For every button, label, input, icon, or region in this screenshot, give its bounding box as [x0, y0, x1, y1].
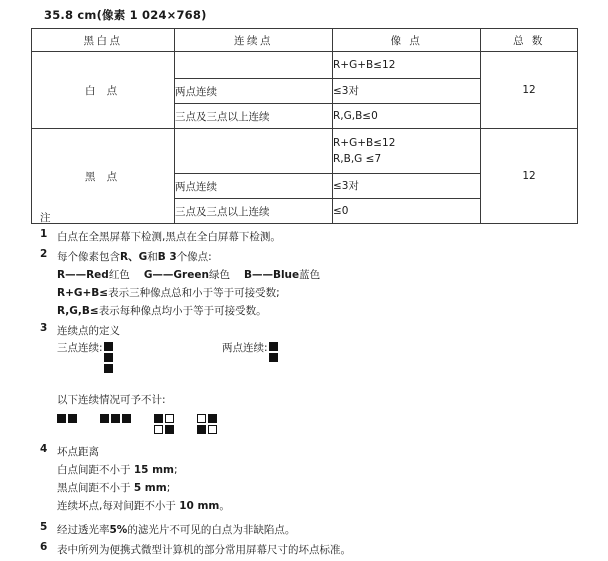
gloss-name-b: 蓝色 — [299, 269, 321, 282]
note-number: 1 — [40, 228, 48, 240]
note-text-mid: 和 — [147, 251, 158, 264]
note-text-pre: 每个像素包含 — [57, 251, 120, 264]
ignore-caption: 以下连续情况可予不计: — [57, 394, 166, 407]
note-number: 5 — [40, 520, 48, 533]
pixel-limit-number: ≤3 — [333, 179, 349, 192]
open-square-icon — [197, 414, 206, 423]
note-item-6 — [31, 541, 576, 559]
pixel-limit-line-2: R,B,G ≤7 — [333, 153, 382, 165]
note-number: 6 — [40, 540, 48, 553]
note-text-post: 个像点: — [176, 251, 212, 264]
table-header-row — [32, 29, 578, 52]
three-dot-label: 三点连续: — [57, 342, 103, 355]
open-square-icon — [154, 425, 163, 434]
filled-square-icon — [269, 342, 278, 351]
gloss-code-b: B——Blue — [243, 269, 300, 282]
pattern-three-horizontal-filled — [100, 414, 131, 423]
ignorable-pattern-diagrams — [57, 414, 576, 434]
rgb-sum-code: R+G+B≤ — [57, 287, 109, 300]
three-dot-column — [104, 342, 113, 373]
filled-square-icon — [208, 414, 217, 423]
filled-square-icon — [104, 364, 113, 373]
rgb-code-inline-b: B 3 — [157, 251, 177, 264]
note-subline-black-spacing — [57, 479, 576, 497]
filled-square-icon — [104, 353, 113, 362]
subline-value: 15 mm — [133, 464, 174, 477]
pixel-limit-value — [333, 129, 481, 174]
note-text: 连续点的定义 — [57, 325, 120, 338]
note-item-1 — [31, 228, 576, 246]
note-body — [57, 248, 576, 320]
note-body — [57, 443, 576, 515]
pattern-two-horizontal-filled — [57, 414, 77, 423]
rgb-code-inline: R、G — [120, 251, 148, 264]
continuous-dot-definition-diagrams — [57, 342, 576, 373]
gloss-name-g: 绿色 — [208, 269, 230, 282]
two-dot-label: 两点连续: — [222, 342, 268, 355]
notes-heading: 注 — [40, 212, 51, 224]
open-square-icon — [165, 414, 174, 423]
column-header-pixel-dot: 像 点 — [333, 29, 481, 52]
pattern-diagonal-filled — [154, 414, 174, 434]
two-dot-diagram-group — [222, 342, 278, 362]
gloss-name-r: 红色 — [108, 269, 130, 282]
pixel-limit-value — [333, 174, 481, 199]
note-item-3 — [31, 322, 576, 434]
subline-pre: 连续坏点,每对间距不小于 — [57, 500, 180, 513]
note-text: 坏点距离 — [57, 446, 99, 459]
note-number: 3 — [40, 322, 48, 335]
filled-square-icon — [154, 414, 163, 423]
subline-value: 5 mm — [133, 482, 167, 495]
pixel-limit-value: R,G,B≤0 — [333, 104, 481, 129]
three-dot-diagram-group — [57, 342, 222, 373]
note-body — [57, 322, 576, 434]
table-row — [32, 129, 578, 174]
column-header-continuous-dot: 连续点 — [175, 29, 333, 52]
total-black-dot: 12 — [481, 129, 578, 224]
filled-square-icon — [197, 425, 206, 434]
note-text — [57, 521, 576, 539]
rgb-sum-definition — [57, 284, 576, 302]
note-item-2 — [31, 248, 576, 320]
filled-square-icon — [68, 414, 77, 423]
continuous-type-three-plus-dot: 三点及三点以上连续 — [175, 104, 333, 129]
gloss-code-r: R——Red — [57, 269, 109, 282]
subline-post: 。 — [219, 500, 230, 513]
filled-square-icon — [100, 414, 109, 423]
transmittance-value: 5% — [109, 523, 128, 536]
note-number: 4 — [40, 443, 48, 456]
subline-pre: 黑点间距不小于 — [57, 482, 134, 495]
rgb-each-text: 表示每种像点均小于等于可接受数。 — [98, 305, 267, 318]
category-black-dot: 黑 点 — [32, 129, 175, 224]
column-header-total: 总 数 — [481, 29, 578, 52]
filled-square-icon — [104, 342, 113, 351]
subline-pre: 白点间距不小于 — [57, 464, 134, 477]
subline-value: 10 mm — [179, 500, 220, 513]
rgb-gloss-line — [57, 266, 576, 284]
filled-square-icon — [122, 414, 131, 423]
note-text-pre: 经过透光率 — [57, 523, 110, 536]
total-white-dot: 12 — [481, 52, 578, 129]
note-body — [57, 228, 576, 246]
rgb-each-definition — [57, 302, 576, 320]
note-item-4 — [31, 443, 576, 515]
filled-square-icon — [165, 425, 174, 434]
table-row — [32, 52, 578, 79]
column-header-bw-dot: 黑白点 — [32, 29, 175, 52]
two-dot-column — [269, 342, 278, 362]
pixel-limit-unit: 对 — [348, 84, 359, 97]
rgb-sum-text: 表示三种像点总和小于等于可接受数; — [108, 287, 280, 300]
pixel-limit-unit: 对 — [348, 179, 359, 192]
note-body — [57, 541, 576, 559]
defect-pixel-spec-table — [31, 28, 578, 224]
continuous-type-two-dot: 两点连续 — [175, 174, 333, 199]
note-body — [57, 521, 576, 539]
filled-square-icon — [111, 414, 120, 423]
category-white-dot: 白 点 — [32, 52, 175, 129]
pixel-limit-value: ≤0 — [333, 199, 481, 224]
rgb-each-code: R,G,B≤ — [57, 305, 99, 318]
notes-section — [31, 210, 576, 561]
filled-square-icon — [269, 353, 278, 362]
note-subline-continuous-spacing — [57, 497, 576, 515]
pixel-limit-value: R+G+B≤12 — [333, 52, 481, 79]
pattern-antidiagonal-filled — [197, 414, 217, 434]
note-text: 白点在全黑屏幕下检测,黑点在全白屏幕下检测。 — [57, 231, 281, 243]
note-text-post: 的滤光片不可见的白点为非缺陷点。 — [127, 523, 296, 536]
continuous-type-two-dot: 两点连续 — [175, 79, 333, 104]
note-item-5 — [31, 521, 576, 539]
pixel-limit-value — [333, 79, 481, 104]
note-text — [57, 248, 576, 266]
page-title: 35.8 cm(像素 1 024×768) — [44, 8, 207, 22]
note-subline-white-spacing — [57, 461, 576, 479]
pixel-limit-number: ≤3 — [333, 84, 349, 97]
open-square-icon — [208, 425, 217, 434]
note-text: 表中所列为便携式微型计算机的部分常用屏幕尺寸的坏点标准。 — [57, 543, 351, 556]
continuous-type-empty — [175, 129, 333, 174]
note-number: 2 — [40, 248, 48, 261]
filled-square-icon — [57, 414, 66, 423]
subline-post: ; — [166, 482, 171, 495]
subline-post: ; — [174, 464, 178, 477]
continuous-type-three-plus-dot: 三点及三点以上连续 — [175, 199, 333, 224]
continuous-type-empty — [175, 52, 333, 79]
gloss-code-g: G——Green — [143, 269, 209, 282]
pixel-limit-line-1: R+G+B≤12 — [333, 136, 396, 149]
